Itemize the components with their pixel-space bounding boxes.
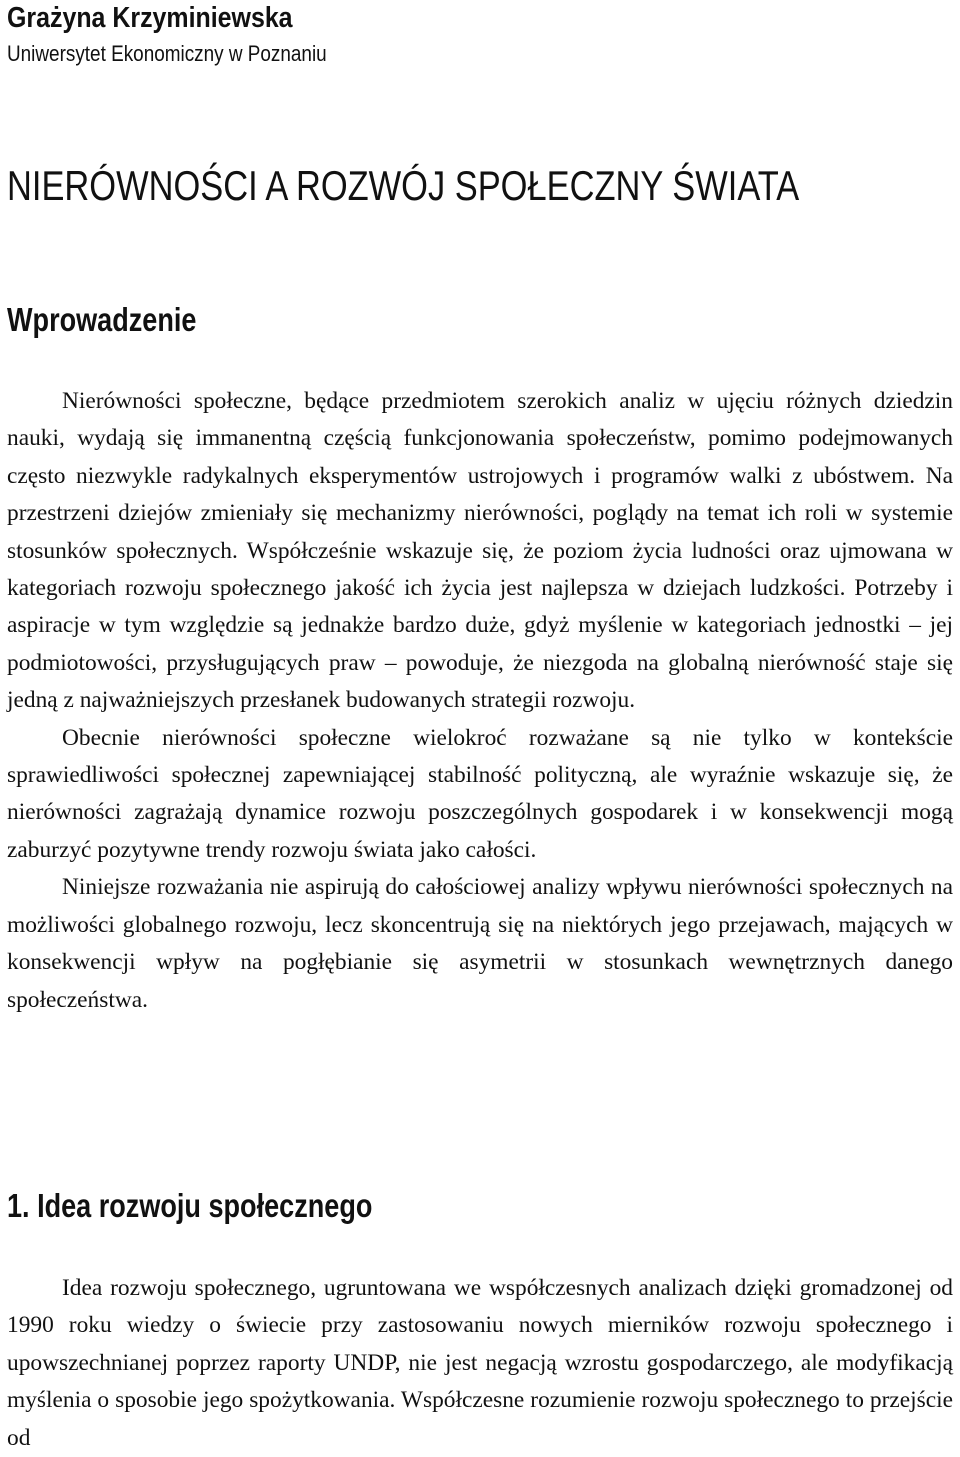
paragraph: Obecnie nierówności społeczne wielokroć rozważane są nie tylko w kontekście sprawiedliwości społecznej zapewniającej stabilność polityczną, ale wyraźnie wskazuje się, że nierówności zagrażają dynamice rozwoju poszczególnych gospodarek i w konsekwencji mogą zaburzyć pozytywne trendy rozwoju świata jako całości.: [7, 724, 953, 863]
section1-body: [7, 1270, 953, 1457]
section-heading-intro: Wprowadzenie: [7, 301, 197, 338]
paragraph: Nierówności społeczne, będące przedmiotem szerokich analiz w ujęciu różnych dziedzin nauki, wydają się immanentną częścią funkcjonowania społeczeństw, pomimo podejmowanych często niezwykle radykalnych eksperymentów ustrojowych i programów walki z ubóstwem. Na przestrzeni dziejów zmieniały się mechanizmy nierówności, poglądy na temat ich roli w systemie stosunków społecznych. Współcześnie wskazuje się, że poziom życia ludności oraz ujmowana w kategoriach rozwoju społecznego jakość ich życia jest najlepsza w dziejach ludzkości. Potrzeby i aspiracje w tym względzie są jednakże bardzo duże, gdyż myślenie w kategoriach jednostki – jej podmiotowości, przysługujących praw – powoduje, że niezgoda na globalną nierówność staje się jedną z najważniejszych przesłanek budowanych strategii rozwoju.: [7, 388, 953, 714]
article-title: NIERÓWNOŚCI A ROZWÓJ SPOŁECZNY ŚWIATA: [7, 162, 800, 209]
paragraph: Idea rozwoju społecznego, ugruntowana we współczesnych analizach dzięki gromadzonej od 1990 roku wiedzy o świecie przy zastosowaniu nowych mierników rozwoju społecznego i upowszechnianej poprzez raporty UNDP, nie jest negacją wzrostu gospodarczego, ale modyfikacją myślenia o sposobie jego spożytkowania. Współczesne rozumienie rozwoju społecznego to przejście od: [7, 1275, 953, 1451]
paragraph: Niniejsze rozważania nie aspirują do całościowej analizy wpływu nierówności społecznych na możliwości globalnego rozwoju, lecz skoncentrują się na niektórych jego przejawach, mających w konsekwencji wpływ na pogłębianie się asymetrii w stosunkach wewnętrznych danego społeczeństwa.: [7, 874, 953, 1013]
author-name: Grażyna Krzyminiewska: [7, 2, 293, 34]
author-affiliation: Uniwersytet Ekonomiczny w Poznaniu: [7, 41, 327, 66]
intro-body: [7, 383, 953, 1019]
section-heading-1: 1. Idea rozwoju społecznego: [7, 1187, 373, 1224]
